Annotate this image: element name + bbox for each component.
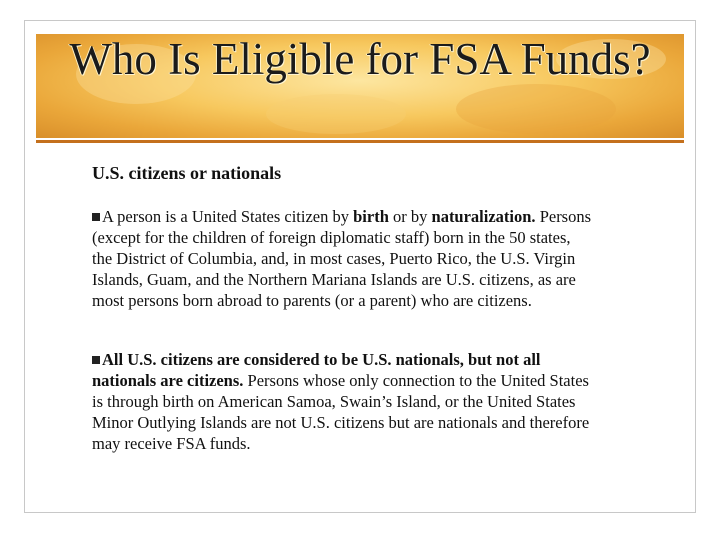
section-heading: U.S. citizens or nationals xyxy=(92,163,282,183)
paragraph-nationals xyxy=(92,349,592,454)
paragraph-text-bold: naturalization. xyxy=(431,207,536,226)
paragraph-text: A person is a United States citizen by xyxy=(102,207,354,226)
paragraph-birth-naturalization xyxy=(92,206,592,311)
paragraph-text: Persons (except for the children of foreign diplomatic staff) born in the 50 states, the District of Columbia, and, in most cases, Puerto Rico, the U.S. Virgin Islands, Guam, and the Northern Mariana Islands are U.S. citizens, as are most persons born abroad to parents (or a parent) who are citizens. xyxy=(92,207,592,310)
square-bullet-icon xyxy=(92,356,100,364)
title-divider xyxy=(36,140,684,143)
paragraph-text-bold: birth xyxy=(353,207,389,226)
square-bullet-icon xyxy=(92,213,100,221)
paragraph-text-bold: All U.S. citizens are considered to be U.S. nationals, but not all nationals are citizens. xyxy=(92,350,541,390)
paragraph-text: or by xyxy=(388,207,432,226)
paragraph-text: Persons whose only connection to the United States is through birth on American Samoa, Swain’s Island, or the United States Minor Outlying Islands are not U.S. citizens but are nationals and therefore may receive FSA funds. xyxy=(92,371,590,453)
slide-title: Who Is Eligible for FSA Funds? xyxy=(69,34,651,84)
